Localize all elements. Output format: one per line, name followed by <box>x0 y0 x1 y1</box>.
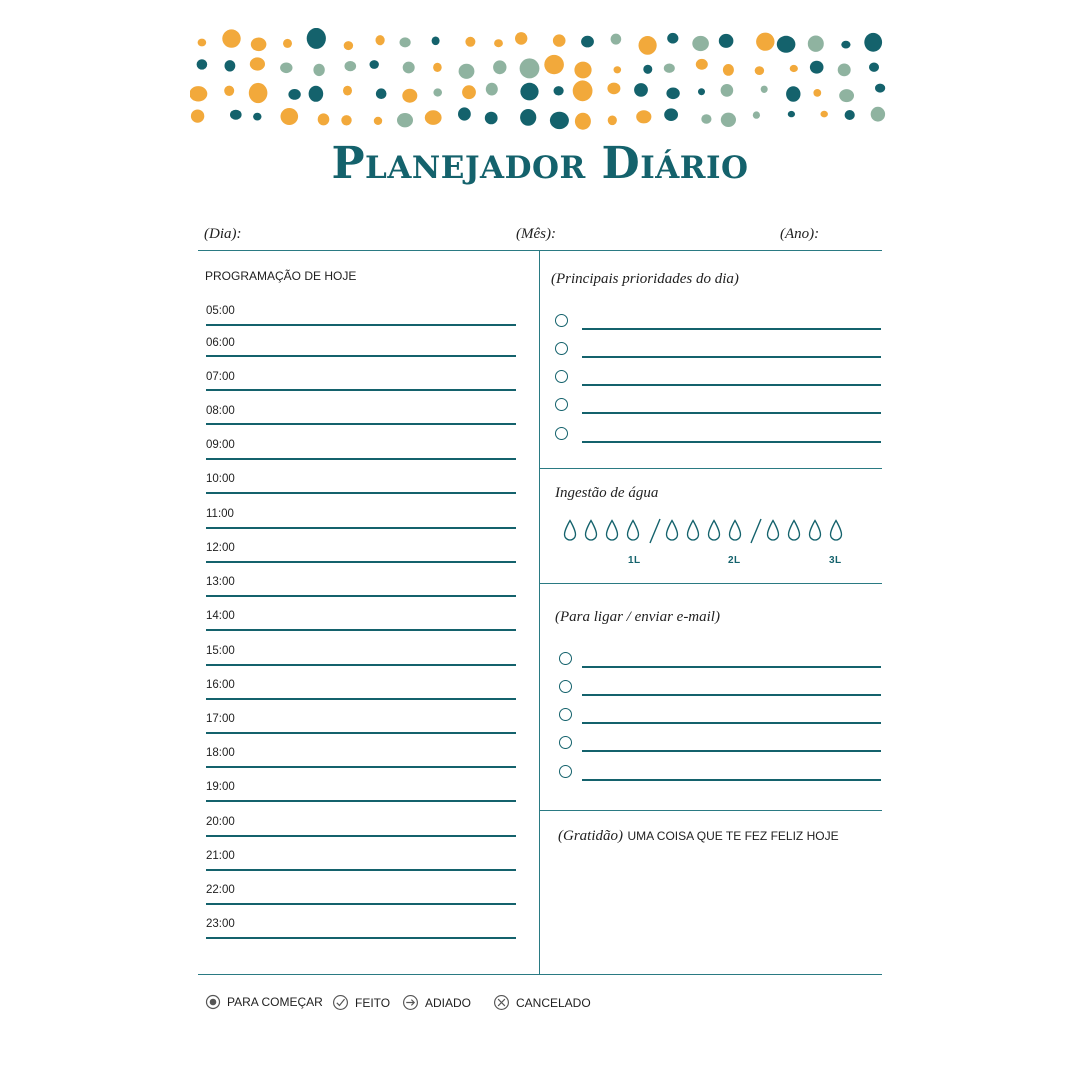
decorative-dot <box>397 113 413 127</box>
decorative-dot <box>701 114 711 123</box>
schedule-write-line[interactable] <box>206 698 516 700</box>
decorative-dot <box>494 39 503 47</box>
decorative-dot <box>554 86 564 95</box>
priority-checkbox[interactable] <box>555 427 568 440</box>
water-divider <box>540 583 882 584</box>
decorative-dot <box>821 111 828 118</box>
water-drop-icon[interactable] <box>829 519 843 543</box>
schedule-time: 22:00 <box>206 884 235 896</box>
contact-write-line[interactable] <box>582 722 881 724</box>
day-field-label: (Dia): <box>204 226 242 242</box>
decorative-dot <box>520 83 538 101</box>
schedule-write-line[interactable] <box>206 324 516 326</box>
contact-write-line[interactable] <box>582 750 881 752</box>
decorative-dot <box>756 33 774 51</box>
schedule-write-line[interactable] <box>206 937 516 939</box>
decorative-dot <box>486 83 498 96</box>
schedule-write-line[interactable] <box>206 492 516 494</box>
decorative-dot <box>225 60 236 71</box>
decorative-dot <box>777 36 796 53</box>
schedule-write-line[interactable] <box>206 355 516 357</box>
schedule-time: 13:00 <box>206 576 235 588</box>
decorative-dot <box>719 34 734 48</box>
schedule-time: 10:00 <box>206 473 235 485</box>
water-drop-icon[interactable] <box>563 519 577 543</box>
schedule-time: 19:00 <box>206 781 235 793</box>
decorative-dot <box>723 64 734 76</box>
decorative-dot <box>281 108 299 125</box>
water-liter-label: 2L <box>728 555 741 566</box>
decorative-dot <box>607 83 620 95</box>
decorative-dot <box>553 34 566 46</box>
schedule-time: 15:00 <box>206 645 235 657</box>
decorative-dot <box>864 33 882 52</box>
decorative-dot <box>634 83 648 97</box>
legend-done-label: FEITO <box>355 995 391 1010</box>
decorative-dot <box>459 64 475 79</box>
priority-write-line[interactable] <box>582 356 881 358</box>
contacts-divider <box>540 810 882 811</box>
decorative-dot <box>433 88 442 96</box>
priority-write-line[interactable] <box>582 441 881 443</box>
decorative-dot <box>696 59 708 70</box>
decorative-dot <box>520 58 540 78</box>
water-drop-icon[interactable] <box>707 519 721 543</box>
decorative-dot <box>465 37 475 47</box>
decorative-dot <box>790 65 798 72</box>
decorative-dot <box>249 83 268 103</box>
legend-start-label: PARA COMEÇAR <box>227 995 323 1009</box>
schedule-time: 20:00 <box>206 816 235 828</box>
decorative-dot <box>611 34 622 45</box>
legend-postponed-label: ADIADO <box>425 995 472 1010</box>
schedule-time: 18:00 <box>206 747 235 759</box>
water-drop-icon[interactable] <box>665 519 679 543</box>
water-drop-icon[interactable] <box>686 519 700 543</box>
decorative-dot <box>520 109 536 126</box>
decorative-dot <box>639 36 657 55</box>
decorative-dot <box>341 115 351 125</box>
decorative-dot <box>400 37 411 47</box>
decorative-dot <box>190 86 207 101</box>
schedule-write-line[interactable] <box>206 664 516 666</box>
contact-checkbox[interactable] <box>559 765 572 778</box>
decorative-dot <box>813 89 821 97</box>
schedule-write-line[interactable] <box>206 732 516 734</box>
decorative-dots-banner <box>190 28 890 138</box>
contact-write-line[interactable] <box>582 694 881 696</box>
water-drop-icon[interactable] <box>787 519 801 543</box>
check-circle-icon <box>332 994 349 1011</box>
decorative-dot <box>370 60 379 69</box>
legend-start <box>205 994 323 1010</box>
decorative-dot <box>191 110 204 123</box>
decorative-dot <box>614 66 622 73</box>
decorative-dot <box>376 88 387 99</box>
decorative-dot <box>550 112 569 129</box>
schedule-time: 21:00 <box>206 850 235 862</box>
schedule-time: 11:00 <box>206 508 234 520</box>
decorative-dot <box>198 39 207 47</box>
decorative-dot <box>462 85 476 99</box>
contact-write-line[interactable] <box>582 666 881 668</box>
water-liter-label: 3L <box>829 555 842 566</box>
priority-checkbox[interactable] <box>555 370 568 383</box>
contact-write-line[interactable] <box>582 779 881 781</box>
decorative-dot <box>544 55 564 74</box>
decorative-dot <box>425 110 442 125</box>
decorative-dot <box>253 113 261 121</box>
decorative-dot <box>344 41 353 50</box>
decorative-dot <box>222 29 240 47</box>
schedule-write-line[interactable] <box>206 561 516 563</box>
schedule-write-line[interactable] <box>206 903 516 905</box>
decorative-dot <box>838 64 851 77</box>
water-drop-icon[interactable] <box>584 519 598 543</box>
decorative-dot <box>839 89 854 102</box>
priority-write-line[interactable] <box>582 412 881 414</box>
gratitude-label: (Gratidão) <box>558 828 623 844</box>
gratitude-prompt: UMA COISA QUE TE FEZ FELIZ HOJE <box>627 829 839 843</box>
decorative-dot <box>721 113 736 127</box>
footer-divider <box>198 974 882 975</box>
schedule-write-line[interactable] <box>206 835 516 837</box>
priorities-heading: (Principais prioridades do dia) <box>551 271 739 287</box>
dot-circle-icon <box>205 994 221 1010</box>
priority-write-line[interactable] <box>582 328 881 330</box>
month-field-label: (Mês): <box>516 226 556 242</box>
decorative-dot <box>698 88 705 95</box>
decorative-dot <box>666 88 679 100</box>
schedule-write-line[interactable] <box>206 458 516 460</box>
schedule-write-line[interactable] <box>206 423 516 425</box>
decorative-dot <box>309 86 324 102</box>
priority-checkbox[interactable] <box>555 314 568 327</box>
decorative-dot <box>458 107 471 120</box>
decorative-dot <box>307 28 326 49</box>
schedule-write-line[interactable] <box>206 629 516 631</box>
water-drop-icon[interactable] <box>728 519 742 543</box>
schedule-write-line[interactable] <box>206 527 516 529</box>
schedule-time: 06:00 <box>206 337 235 349</box>
schedule-time: 09:00 <box>206 439 235 451</box>
column-divider <box>539 250 540 975</box>
decorative-dot <box>786 86 800 102</box>
decorative-dot <box>403 62 415 74</box>
legend-cancelled-label: CANCELADO <box>516 995 591 1010</box>
decorative-dot <box>841 41 850 49</box>
year-field-label: (Ano): <box>780 226 820 242</box>
contacts-heading: (Para ligar / enviar e-mail) <box>555 609 720 625</box>
decorative-dot <box>871 107 885 122</box>
decorative-dot <box>643 65 652 74</box>
schedule-heading: PROGRAMAÇÃO DE HOJE <box>205 269 357 283</box>
decorative-dot <box>250 57 265 70</box>
decorative-dot <box>636 110 651 123</box>
priorities-divider <box>540 468 882 469</box>
legend-done <box>332 994 390 1011</box>
schedule-time: 14:00 <box>206 610 235 622</box>
decorative-dot <box>875 84 885 93</box>
decorative-dot <box>485 112 498 125</box>
decorative-dot <box>574 62 591 79</box>
schedule-time: 17:00 <box>206 713 235 725</box>
decorative-dot <box>230 110 242 120</box>
decorative-dot <box>433 63 442 72</box>
schedule-write-line[interactable] <box>206 869 516 871</box>
decorative-dot <box>761 86 768 93</box>
priority-checkbox[interactable] <box>555 398 568 411</box>
contact-checkbox[interactable] <box>559 680 572 693</box>
page-title: Planejador Diário <box>331 138 749 189</box>
schedule-time: 12:00 <box>206 542 235 554</box>
water-drop-icon[interactable] <box>626 519 640 543</box>
decorative-dot <box>345 61 357 71</box>
schedule-time: 07:00 <box>206 371 235 383</box>
priority-checkbox[interactable] <box>555 342 568 355</box>
decorative-dot <box>573 80 593 101</box>
water-liter-label: 1L <box>628 555 641 566</box>
decorative-dot <box>845 110 855 120</box>
schedule-time: 23:00 <box>206 918 235 930</box>
decorative-dot <box>432 37 440 46</box>
priority-write-line[interactable] <box>582 384 881 386</box>
water-drop-icon[interactable] <box>808 519 822 543</box>
schedule-time: 16:00 <box>206 679 235 691</box>
arrow-circle-icon <box>402 994 419 1011</box>
decorative-dot <box>810 61 824 74</box>
schedule-time: 05:00 <box>206 305 235 317</box>
decorative-dot <box>283 39 292 48</box>
decorative-dot <box>318 113 330 125</box>
decorative-dot <box>402 89 417 103</box>
legend-postponed <box>402 994 471 1011</box>
decorative-dot <box>251 38 267 52</box>
decorative-dot <box>313 64 324 76</box>
decorative-dot <box>753 111 760 118</box>
decorative-dot <box>288 89 300 100</box>
schedule-write-line[interactable] <box>206 389 516 391</box>
decorative-dot <box>376 35 385 45</box>
decorative-dot <box>721 84 734 97</box>
water-drop-icon[interactable] <box>766 519 780 543</box>
decorative-dot <box>581 36 594 48</box>
water-heading: Ingestão de água <box>555 485 659 501</box>
water-drop-icon[interactable] <box>605 519 619 543</box>
gratitude-heading <box>558 827 839 845</box>
decorative-dot <box>575 113 591 130</box>
liter-separator-slash <box>648 518 662 544</box>
schedule-time: 08:00 <box>206 405 235 417</box>
decorative-dot <box>667 33 678 44</box>
decorative-dot <box>224 86 234 96</box>
schedule-write-line[interactable] <box>206 800 516 802</box>
decorative-dot <box>374 117 382 125</box>
liter-separator-slash <box>749 518 763 544</box>
x-circle-icon <box>493 994 510 1011</box>
schedule-write-line[interactable] <box>206 766 516 768</box>
contact-checkbox[interactable] <box>559 708 572 721</box>
decorative-dot <box>808 36 824 52</box>
header-divider <box>198 250 882 251</box>
decorative-dot <box>608 116 617 126</box>
decorative-dot <box>280 63 292 74</box>
decorative-dot <box>664 64 675 73</box>
decorative-dot <box>515 32 527 45</box>
decorative-dot <box>869 63 879 72</box>
legend-cancelled <box>493 994 591 1011</box>
decorative-dot <box>692 36 709 51</box>
contact-checkbox[interactable] <box>559 652 572 665</box>
decorative-dot <box>343 86 352 96</box>
schedule-write-line[interactable] <box>206 595 516 597</box>
decorative-dot <box>755 66 764 75</box>
decorative-dot <box>788 111 795 117</box>
contact-checkbox[interactable] <box>559 736 572 749</box>
decorative-dot <box>493 60 506 74</box>
decorative-dot <box>197 59 208 69</box>
decorative-dot <box>664 108 678 121</box>
